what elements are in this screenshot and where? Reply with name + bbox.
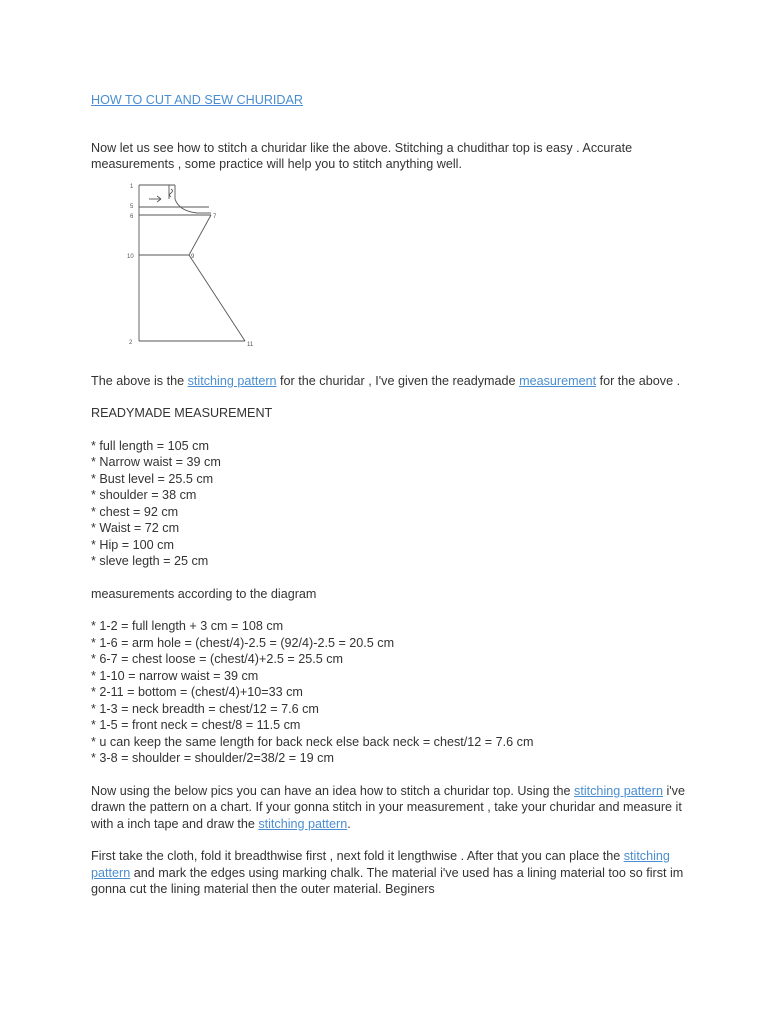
para2-text-3: for the above .	[596, 373, 681, 388]
label-9: 9	[191, 253, 195, 260]
stitching-pattern-link[interactable]: stitching pattern	[574, 783, 663, 798]
list-item: * shoulder = 38 cm	[91, 488, 197, 502]
diagram-list	[91, 618, 691, 767]
list-item: * 1-5 = front neck = chest/8 = 11.5 cm	[91, 718, 301, 732]
label-7: 7	[213, 213, 217, 220]
para2-text-2: for the churidar , I've given the readymade	[276, 373, 520, 388]
para4-text-2: and mark the edges using marking chalk. The material i've used has a lining material too so first im gonna cut the lining material then the outer material. Beginers	[91, 865, 684, 896]
diagram-heading: measurements according to the diagram	[91, 586, 317, 601]
pattern-sketch	[127, 179, 277, 349]
stitching-pattern-link[interactable]: stitching pattern	[91, 849, 670, 880]
para3-text-3: .	[347, 816, 351, 831]
list-item: * 1-2 = full length + 3 cm = 108 cm	[91, 619, 284, 633]
list-item: * sleve legth = 25 cm	[91, 554, 209, 568]
label-6: 6	[130, 213, 134, 220]
measurement-link[interactable]: measurement	[519, 373, 597, 388]
label-2: 2	[129, 339, 133, 346]
pattern-paragraph	[91, 373, 691, 390]
readymade-heading: READYMADE MEASUREMENT	[91, 406, 273, 420]
list-item: * 2-11 = bottom = (chest/4)+10=33 cm	[91, 685, 303, 699]
list-item: * Hip = 100 cm	[91, 537, 174, 552]
intro-paragraph: Now let us see how to stitch a churidar like the above. Stitching a chudithar top is easy . Accurate measurements , some practice will help you to stitch anything well.	[91, 140, 633, 171]
churidar-pattern-diagram	[127, 179, 277, 349]
stitching-pattern-link[interactable]: stitching pattern	[258, 816, 348, 831]
list-item: * Bust level = 25.5 cm	[91, 471, 214, 486]
list-item: * 1-6 = arm hole = (chest/4)-2.5 = (92/4)-2.5 = 20.5 cm	[91, 635, 395, 650]
para4-text-1: First take the cloth, fold it breadthwise first , next fold it lengthwise . After that you can place the	[91, 849, 624, 863]
list-item: * chest = 92 cm	[91, 504, 179, 519]
cutting-paragraph	[91, 848, 691, 898]
para3-text-2: i've drawn the pattern on a chart. If your gonna stitch in your measurement , take your churidar and measure it with a inch tape and draw the	[91, 783, 685, 831]
list-item: * 1-10 = narrow waist = 39 cm	[91, 668, 259, 683]
line-9-11	[189, 255, 245, 341]
stitching-pattern-link[interactable]: stitching pattern	[187, 373, 277, 388]
article-title-link[interactable]: HOW TO CUT AND SEW CHURIDAR	[91, 93, 304, 107]
usage-paragraph	[91, 783, 691, 833]
readymade-list	[91, 438, 691, 570]
list-item: * Narrow waist = 39 cm	[91, 455, 221, 469]
list-item: * full length = 105 cm	[91, 438, 209, 453]
label-10: 10	[127, 253, 134, 260]
para2-text-1: The above is the	[91, 373, 188, 388]
label-1: 1	[130, 183, 134, 190]
label-5: 5	[130, 203, 134, 210]
list-item: * 3-8 = shoulder = shoulder/2=38/2 = 19 cm	[91, 751, 334, 765]
list-item: * u can keep the same length for back neck else back neck = chest/12 = 7.6 cm	[91, 734, 534, 749]
article-body	[91, 92, 691, 898]
label-11: 11	[247, 341, 254, 348]
list-item: * 6-7 = chest loose = (chest/4)+2.5 = 25.5 cm	[91, 652, 344, 666]
list-item: * 1-3 = neck breadth = chest/12 = 7.6 cm	[91, 701, 319, 716]
list-item: * Waist = 72 cm	[91, 521, 180, 535]
para3-text-1: Now using the below pics you can have an idea how to stitch a churidar top. Using the	[91, 783, 575, 798]
